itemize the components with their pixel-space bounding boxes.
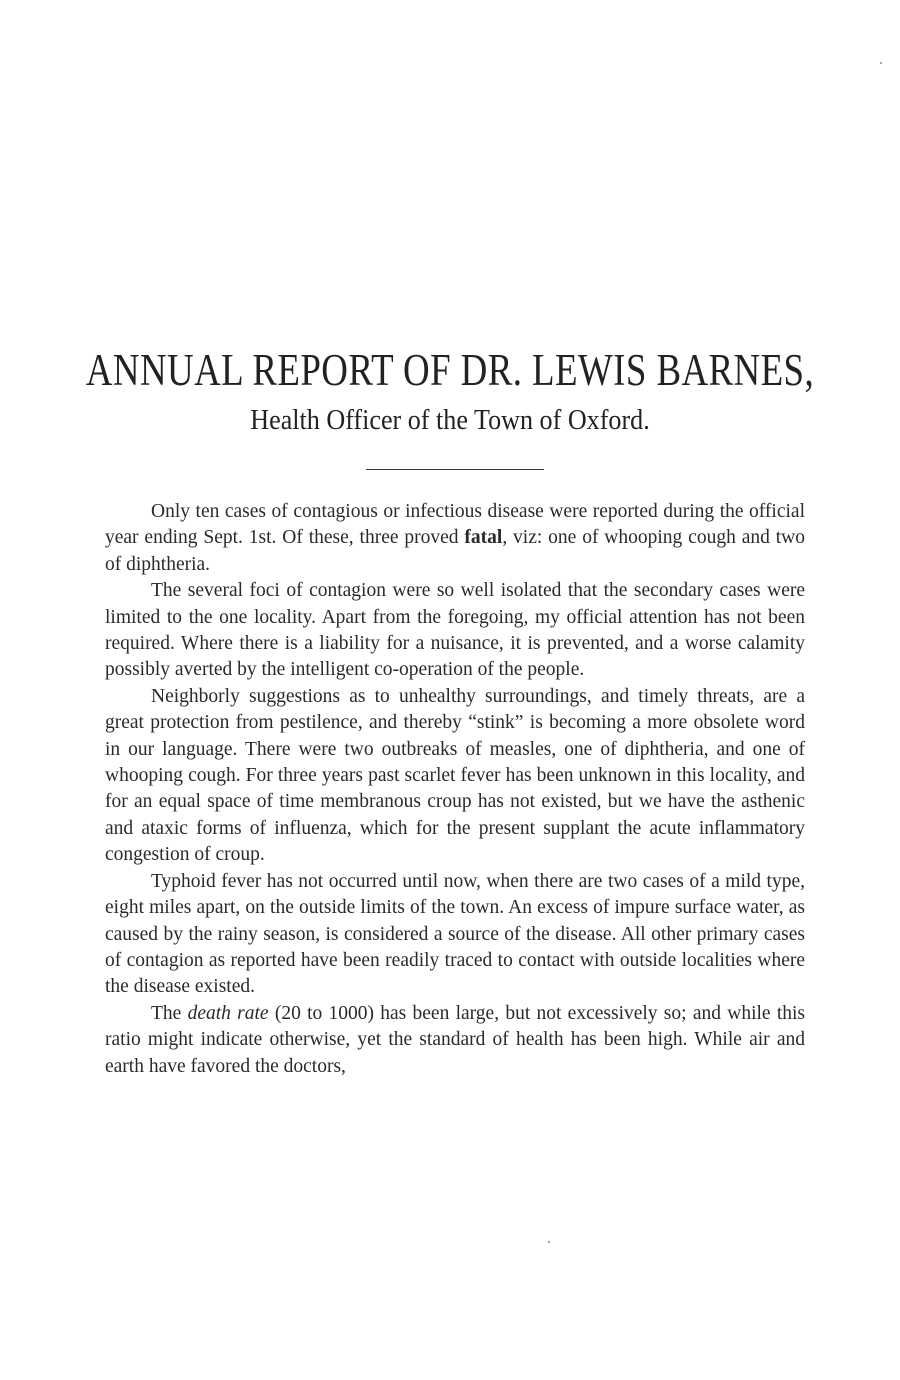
text-run: The [151,1002,188,1024]
paragraph [105,869,805,1001]
text-run: , viz: one of whooping cough and two of diphtheria. [105,527,805,575]
paragraph [105,578,805,684]
report-body [105,499,805,1080]
emphasis-italic: death rate [187,1002,269,1024]
speck [880,62,882,64]
text-run: (20 to 1000) has been large, but not excessively so; and while this ratio might indicate otherwise, yet the standard of health has been high. While air and earth have favored the doctors, [105,1002,805,1077]
text-run: Only ten cases of contagious or infectious disease were reported during the official year ending Sept. 1st. Of these, three proved [105,501,805,549]
report-title: ANNUAL REPORT OF DR. LEWIS BARNES, [85,345,815,395]
title-divider [366,469,544,470]
text-run: Neighborly suggestions as to unhealthy surroundings, and timely threats, are a great protection from pestilence, and thereby “stink” is becoming a more obsolete word in our language. There were two outbreaks of measles, one of diphtheria, and one of whooping cough. For three years past scarlet fever has been unknown in this locality, and for an equal space of time membranous croup has not existed, but we have the asthenic and ataxic forms of influenza, which for the present supplant the acute inflammatory congestion of croup. [105,685,805,866]
speck [548,1241,550,1243]
text-run: The several foci of contagion were so well isolated that the secondary cases were limited to the one locality. Apart from the foregoing, my official attention has not been required. Where there is a liability for a nuisance, it is prevented, and a worse calamity possibly averted by the intelligent co-operation of the people. [105,580,805,681]
paragraph [105,499,805,578]
paragraph [105,684,805,869]
text-run: Typhoid fever has not occurred until now, when there are two cases of a mild type, eight miles apart, on the outside limits of the town. An excess of impure surface water, as caused by the rainy season, is considered a source of the disease. All other primary cases of contagion as reported have been readily traced to contact with outside localities where the disease existed. [105,870,805,998]
paragraph [105,1001,805,1080]
emphasis-bold: fatal [464,527,503,549]
report-subtitle: Health Officer of the Town of Oxford. [250,404,650,436]
